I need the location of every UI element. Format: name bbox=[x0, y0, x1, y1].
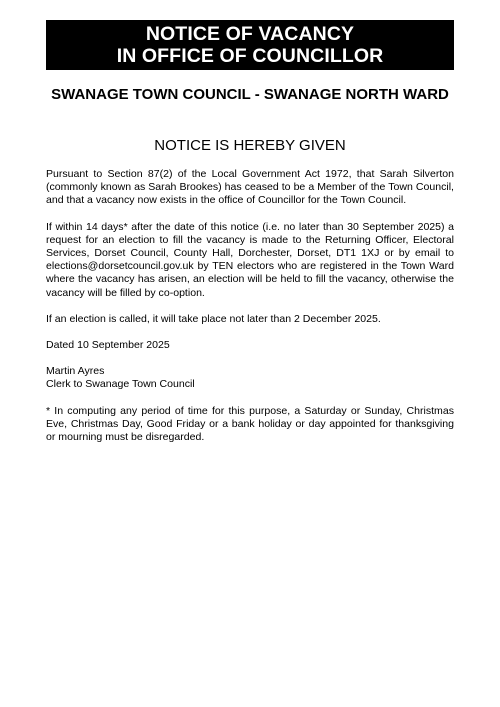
signatory-name: Martin Ayres bbox=[46, 365, 105, 378]
signature-block bbox=[46, 365, 454, 391]
banner-title-line-2: IN OFFICE OF COUNCILLOR bbox=[116, 45, 384, 67]
notice-body bbox=[46, 168, 454, 457]
notice-banner bbox=[46, 20, 454, 70]
council-heading: SWANAGE TOWN COUNCIL - SWANAGE NORTH WARD bbox=[51, 86, 449, 103]
dated-line: Dated 10 September 2025 bbox=[46, 339, 170, 352]
footnote: * In computing any period of time for this purpose, a Saturday or Sunday, Christmas Eve, Christmas Day, Good Friday or a bank holiday or day appointed for thanksgiving or mourning must be disregarded. bbox=[46, 404, 454, 444]
signatory-title: Clerk to Swanage Town Council bbox=[46, 378, 195, 391]
paragraph-vacancy-statement: Pursuant to Section 87(2) of the Local Government Act 1972, that Sarah Silverton (commonly known as Sarah Brookes) has ceased to be a Member of the Town Council, and that a vacancy now exists in the office of Councillor for the Town Council. bbox=[46, 168, 454, 207]
notice-subheading: NOTICE IS HEREBY GIVEN bbox=[154, 137, 346, 154]
banner-title-line-1: NOTICE OF VACANCY bbox=[145, 23, 355, 45]
paragraph-election-request: If within 14 days* after the date of this notice (i.e. no later than 30 September 2025) a request for an election to fill the vacancy is made to the Returning Officer, Electoral Services, Dorset Council, County Hall, Dorchester, Dorset, DT1 1XJ or by email to elections@dorsetcouncil.gov.uk by TEN electors who are registered in the Town Ward where the vacancy has arisen, an election will be held to fill the vacancy, otherwise the vacancy will be filled by co-option. bbox=[46, 220, 454, 299]
paragraph-election-date: If an election is called, it will take place not later than 2 December 2025. bbox=[46, 312, 381, 325]
